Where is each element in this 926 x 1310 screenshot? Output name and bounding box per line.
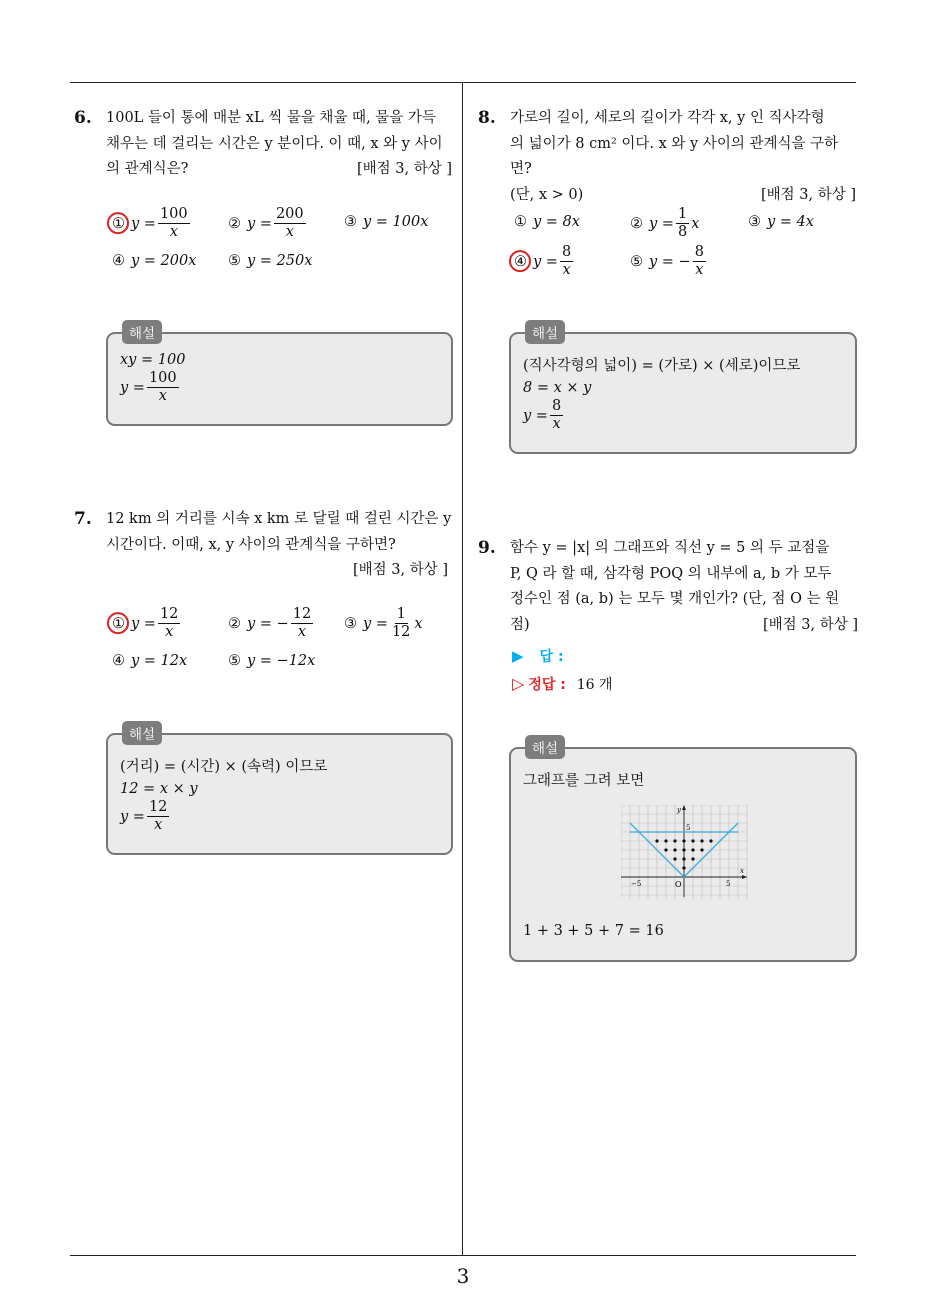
numerator: 8: [694, 244, 704, 260]
question-line: 점): [510, 616, 530, 633]
option-3[interactable]: [344, 214, 428, 230]
solution-line: [120, 781, 198, 797]
fraction: [676, 206, 689, 241]
fraction: [560, 244, 573, 279]
question-line: 의 관계식은?: [106, 161, 189, 177]
question-line: 채우는 데 걸리는 시간은 y 분이다. 이 때, x 와 y 사이: [106, 135, 443, 152]
option-2[interactable]: [228, 606, 315, 641]
solution-line: [120, 370, 181, 405]
fraction: [158, 206, 190, 241]
integer-point: [673, 848, 676, 851]
score-label: [배점 3, 하상 ]: [352, 562, 448, 578]
question-line: (단, x > 0): [510, 186, 584, 203]
question-line: 의 넓이가 8 cm² 이다. x 와 y 사이의 관계식을 구하면?: [510, 135, 839, 177]
answer-label: 답 :: [539, 649, 564, 665]
denominator: x: [154, 817, 163, 833]
question-text: [106, 507, 454, 584]
correct-label: 정답 :: [528, 677, 566, 693]
numerator: 100: [148, 370, 177, 386]
x-axis-arrow: [742, 875, 747, 879]
explanation-box: [106, 727, 453, 855]
denominator: x: [297, 624, 307, 640]
option-1[interactable]: [112, 606, 182, 641]
integer-point: [682, 839, 685, 842]
solution-expr: xy = 100: [120, 352, 186, 368]
integer-point: [691, 839, 694, 842]
score-label: [배점 3, 하상 ]: [356, 161, 452, 177]
option-3[interactable]: [344, 606, 423, 641]
option-5[interactable]: [630, 244, 708, 279]
play-icon: ▶: [512, 647, 524, 665]
integer-point: [700, 848, 703, 851]
explanation-tag: 해설: [122, 721, 162, 745]
option-2[interactable]: [630, 206, 699, 241]
numerator: 1: [396, 606, 406, 622]
question-line-with-score: [510, 613, 858, 639]
top-rule: [70, 82, 856, 83]
option-number: ⑤: [630, 253, 643, 270]
explanation-box: [106, 326, 453, 426]
fraction: [550, 398, 563, 433]
integer-point: [682, 848, 685, 851]
outline-play-icon: ▷: [512, 674, 525, 693]
option-number: ③: [344, 615, 357, 632]
option-expr: x: [691, 215, 700, 232]
option-number: ③: [344, 214, 357, 230]
option-expr: y = 12x: [131, 653, 188, 669]
option-expr: y = 100x: [363, 214, 429, 230]
option-expr: y = −: [247, 615, 289, 632]
solution-expr: 8 = x × y: [523, 380, 592, 396]
integer-point: [709, 839, 712, 842]
x-axis-label: x: [740, 867, 744, 875]
option-number: ②: [228, 215, 241, 232]
integer-point: [673, 857, 676, 860]
question-line: 함수 y = |x| 의 그래프와 직선 y = 5 의 두 교점을: [510, 540, 830, 556]
question-line: 12 km 의 거리를 시속 x km 로 달릴 때 걸린 시간은 y: [106, 511, 452, 527]
solution-line: 그래프를 그려 보면: [523, 773, 645, 789]
fraction: [147, 370, 179, 405]
denominator: x: [562, 262, 571, 278]
option-5[interactable]: [228, 653, 315, 669]
numerator: 100: [159, 206, 188, 222]
option-5[interactable]: [228, 253, 312, 269]
integer-point: [682, 857, 685, 860]
option-expr: y = −12x: [247, 653, 316, 669]
question-line-with-score: [106, 157, 452, 183]
x-tick-neg5: −5: [631, 880, 642, 888]
option-number: ④: [112, 653, 125, 669]
y-axis-arrow: [682, 805, 686, 810]
numerator: 12: [148, 799, 168, 815]
numerator: 12: [292, 606, 312, 622]
solution-line: [120, 799, 171, 834]
fraction: [147, 799, 169, 834]
option-expr: x: [414, 615, 423, 632]
option-1[interactable]: [112, 206, 192, 241]
option-expr: y = 8x: [533, 214, 580, 230]
explanation-tag: 해설: [525, 735, 565, 759]
question-text: [106, 106, 452, 183]
explanation-tag: 해설: [525, 320, 565, 344]
solution-line: [120, 352, 185, 368]
numerator: 8: [561, 244, 572, 260]
option-4[interactable]: [112, 253, 196, 269]
explanation-tag: 해설: [122, 320, 162, 344]
denominator: 8: [677, 224, 688, 240]
solution-line: 1 + 3 + 5 + 7 = 16: [523, 923, 664, 939]
option-number: ①: [112, 615, 125, 632]
x-tick-5: 5: [726, 880, 731, 888]
integer-point: [673, 839, 676, 842]
option-number: ①: [514, 214, 527, 230]
solution-line: [523, 380, 591, 396]
bottom-rule: [70, 1255, 856, 1256]
solution-line: [523, 398, 565, 433]
question-number: 6.: [74, 108, 92, 128]
answer-row: [512, 646, 564, 666]
denominator: x: [285, 224, 294, 240]
question-line: 정수인 점 (a, b) 는 모두 몇 개인가? (단, 점 O 는 원: [510, 591, 840, 607]
fraction: [274, 206, 306, 241]
correct-value: 16 개: [576, 677, 613, 693]
question-text: [510, 106, 856, 208]
fraction: [291, 606, 313, 641]
option-3[interactable]: [748, 214, 814, 230]
option-expr: y = 4x: [767, 214, 814, 230]
selected-circle-mark: [107, 612, 129, 634]
option-2[interactable]: [228, 206, 308, 241]
option-expr: y =: [363, 615, 388, 632]
question-line: 가로의 길이, 세로의 길이가 각각 x, y 인 직사각형: [510, 110, 825, 126]
option-expr: y =: [649, 215, 674, 232]
question-text: [510, 536, 858, 638]
fraction: [158, 606, 180, 641]
selected-circle-mark: [107, 212, 129, 234]
numerator: 8: [551, 398, 562, 414]
option-4[interactable]: [112, 653, 187, 669]
score-label: [배점 3, 하상 ]: [760, 186, 856, 203]
option-4[interactable]: [514, 244, 575, 279]
solution-line: (거리) = (시간) × (속력) 이므로: [120, 759, 328, 775]
denominator: x: [695, 262, 704, 278]
denominator: x: [552, 416, 561, 432]
integer-point: [691, 848, 694, 851]
y-tick-5: 5: [686, 824, 691, 832]
option-1[interactable]: [514, 214, 580, 230]
option-expr: y =: [131, 215, 156, 232]
origin-label: O: [675, 880, 682, 889]
correct-answer-row: [512, 674, 613, 694]
page-number: 3: [456, 1264, 470, 1288]
explanation-box: [509, 326, 857, 454]
solution-line: (직사각형의 넓이) = (가로) × (세로)이므로: [523, 358, 801, 374]
question-line-with-score: [510, 183, 856, 209]
option-expr: y =: [533, 253, 558, 270]
denominator: 12: [391, 624, 411, 640]
option-number: ③: [748, 214, 761, 230]
integer-point: [691, 857, 694, 860]
question-number: 9.: [478, 538, 496, 558]
question-number: 7.: [74, 509, 92, 529]
option-number: ⑤: [228, 253, 241, 269]
numerator: 12: [159, 606, 179, 622]
question-number: 8.: [478, 108, 496, 128]
score-label: [배점 3, 하상 ]: [762, 616, 858, 633]
option-number: ①: [112, 215, 125, 232]
option-expr: y = 250x: [247, 253, 313, 269]
integer-point: [700, 839, 703, 842]
option-number: ②: [630, 215, 643, 232]
numerator: 200: [275, 206, 304, 222]
fraction: [693, 244, 706, 279]
integer-point: [655, 839, 658, 842]
explanation-box: [509, 741, 857, 962]
selected-circle-mark: [509, 250, 531, 272]
denominator: x: [165, 624, 174, 640]
column-divider: [462, 82, 463, 1255]
y-axis-label: y: [677, 806, 681, 814]
option-expr: y =: [131, 615, 156, 632]
numerator: 1: [677, 206, 688, 222]
denominator: x: [169, 224, 178, 240]
option-number: ④: [112, 253, 125, 269]
option-expr: y = −: [649, 253, 691, 270]
option-expr: y = 200x: [131, 253, 197, 269]
denominator: x: [158, 388, 167, 404]
graph-figure: [621, 805, 749, 899]
option-number: ④: [514, 253, 527, 270]
fraction: [390, 606, 412, 641]
question-line: P, Q 라 할 때, 삼각형 POQ 의 내부에 a, b 가 모두: [510, 565, 832, 582]
question-line: 시간이다. 이때, x, y 사이의 관계식을 구하면?: [106, 536, 396, 553]
option-expr: y =: [247, 215, 272, 232]
solution-expr: y =: [120, 379, 145, 396]
integer-point: [664, 839, 667, 842]
option-number: ②: [228, 615, 241, 632]
solution-expr: y =: [523, 407, 548, 424]
question-line: 100L 들이 통에 매분 xL 씩 물을 채울 때, 물을 가득: [106, 110, 436, 126]
solution-expr: 12 = x × y: [120, 781, 198, 797]
integer-point: [682, 866, 685, 869]
integer-point: [664, 848, 667, 851]
option-number: ⑤: [228, 653, 241, 669]
solution-expr: y =: [120, 808, 145, 825]
